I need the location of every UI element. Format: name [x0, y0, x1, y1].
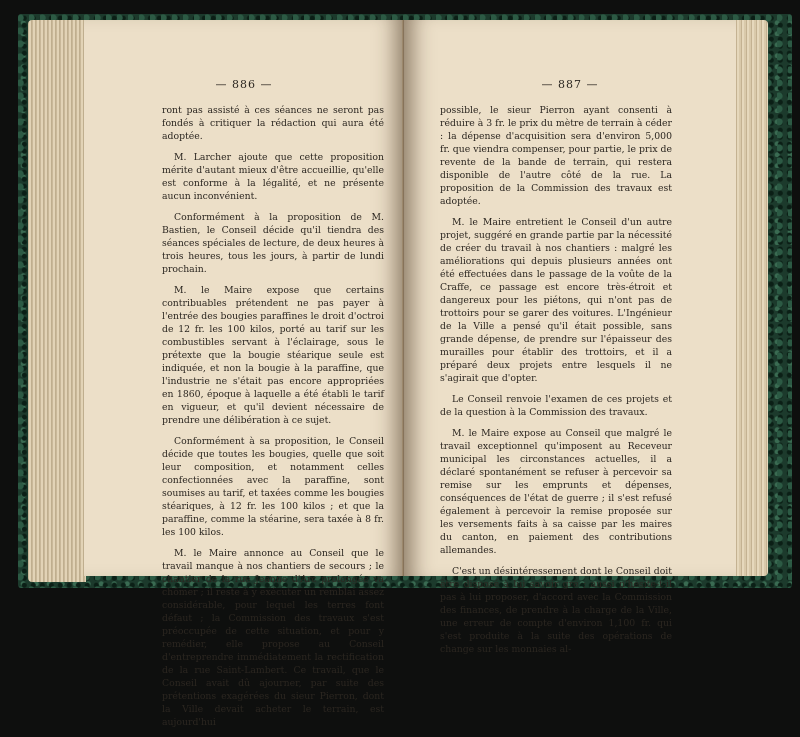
paragraph: Le Conseil renvoie l'examen de ces projets et de la question à la Commission des travaux.: [440, 394, 672, 418]
left-page-number: — 886 —: [215, 78, 273, 91]
left-fore-edge: [28, 20, 86, 582]
paragraph: possible, le sieur Pierron ayant consenti à réduire à 3 fr. le prix du mètre de terrain à céder : la dépense d'acquisition sera d'environ 5,000 fr. que viendra compenser, pour partie, le prix de revente de la bande de terrain, qui restera disponible de l'autre côté de la rue. La proposition de la Commission des travaux est adoptée.: [440, 105, 672, 207]
paragraph: M. le Maire entretient le Conseil d'un autre projet, suggéré en grande partie par la nécessité de créer du travail à nos chantiers : malgré les améliorations qui depuis plusieurs années ont été effectuées dans le passage de la voûte de la Craffe, ce passage est encore très-étroit et dangereux pour les piétons, qui n'ont pas de trottoirs pour se garer des voitures. L'Ingénieur de la Ville a pensé qu'il était possible, sans grande dépense, de prendre sur l'épaisseur des murailles pour établir des trottoirs, et il a préparé deux projets entre lesquels il ne s'agirait que d'opter.: [440, 217, 672, 384]
paragraph: M. le Maire annonce au Conseil que le travail manque à nos chantiers de secours ; le chantier de la rue Jeanne d'Arc prolongée va chômer ; il reste à y exécuter un remblai assez considérable, pour lequel les terres font défaut ; la Commission des travaux s'est préoccupée de cette situation, et pour y remédier, elle propose au Conseil d'entreprendre immédiatement la rectification de la rue Saint-Lambert. Ce travail, que le Conseil avait dû ajourner, par suite des prétentions exagérées du sieur Pierron, dont la Ville devait acheter le terrain, est aujourd'hui: [162, 548, 384, 728]
paragraph: Conformément à la proposition de M. Bastien, le Conseil décide qu'il tiendra des séances spéciales de lecture, de deux heures à trois heures, tous les jours, à partir de lundi prochain.: [162, 212, 384, 275]
right-page: [404, 20, 736, 655]
paragraph: C'est un désintéressement dont le Conseil doit être disposé à lui savoir gré ; aussi n'hésite-t-il pas à lui proposer, d'accord avec la Commission des finances, de prendre à la charge de la Ville, une erreur de compte d'environ 1,100 fr. qui s'est produite à la suite des opérations de change sur les monnaies al-: [440, 566, 672, 655]
left-page: [84, 20, 404, 728]
paragraph: M. Larcher ajoute que cette proposition mérite d'autant mieux d'être accueillie, qu'elle est conforme à la légalité, et ne présente aucun inconvénient.: [162, 152, 384, 202]
left-page-text: [162, 104, 384, 737]
paragraph: ront pas assisté à ces séances ne seront pas fondés à critiquer la rédaction qui aura été adoptée.: [162, 105, 384, 142]
right-page-number: — 887 —: [541, 78, 599, 91]
paragraph: M. le Maire expose au Conseil que malgré le travail exceptionnel qu'imposent au Receveur municipal les circonstances actuelles, il a déclaré spontanément se refuser à percevoir sa remise sur les emprunts et dépenses, conséquences de l'état de guerre ; il s'est refusé également à percevoir la remise proposée sur les versements faits à sa caisse par les maires du canton, en paiement des contributions allemandes.: [440, 428, 672, 556]
right-fore-edge: [734, 20, 768, 576]
paragraph: M. le Maire expose que certains contribuables prétendent ne pas payer à l'entrée des bougies paraffines le droit d'octroi de 12 fr. les 100 kilos, porté au tarif sur les combustibles servant à l'éclairage, sous le prétexte que la bougie stéarique seule est indiquée, et non la bougie à la paraffine, que l'industrie ne s'était pas encore appropriées en 1860, époque à laquelle a été établi le tarif en vigueur, et qu'il devient nécessaire de prendre une délibération à ce sujet.: [162, 285, 384, 426]
right-page-text: [440, 104, 672, 664]
paragraph: Conformément à sa proposition, le Conseil décide que toutes les bougies, quelle que soit leur composition, et notamment celles confectionnées avec la paraffine, sont soumises au tarif, et taxées comme les bougies stéariques, à 12 fr. les 100 kilos ; et que la paraffine, comme la stéarine, sera taxée à 8 fr. les 100 kilos.: [162, 436, 384, 538]
